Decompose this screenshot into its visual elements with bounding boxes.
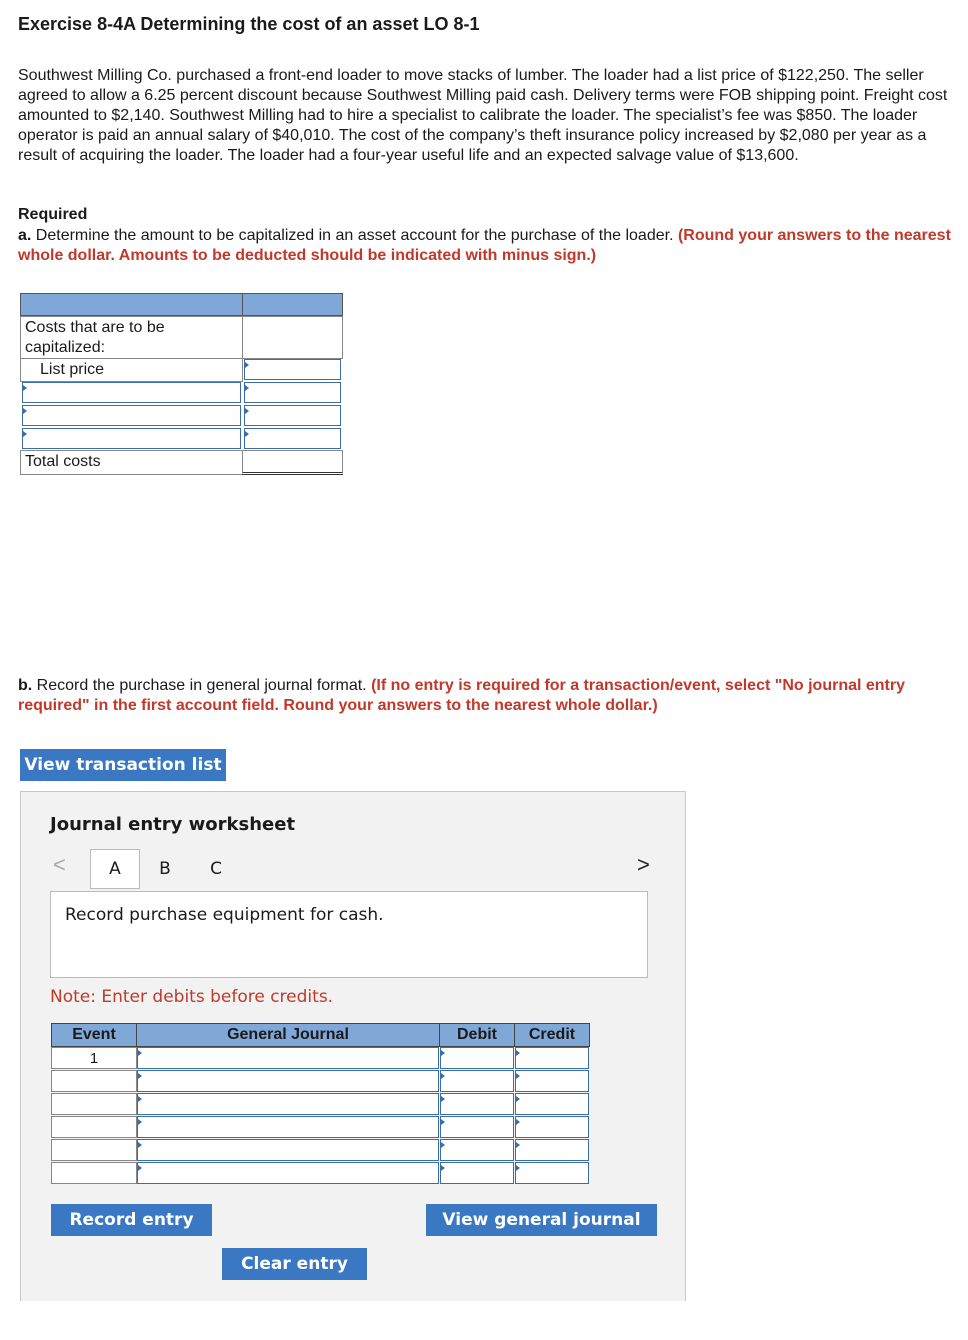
section-amount-cell (242, 316, 343, 359)
clear-entry-button[interactable]: Clear entry (222, 1248, 367, 1280)
part-b-instructions (18, 676, 953, 716)
part-a-letter: a. (18, 227, 32, 244)
debits-note: Note: Enter debits before credits. (50, 987, 334, 1007)
required-heading: Required (18, 206, 88, 223)
exercise-title: Exercise 8-4A Determining the cost of an asset LO 8-1 (18, 14, 480, 34)
part-a-text: Determine the amount to be capitalized in an asset account for the purchase of the loader. (31, 227, 678, 244)
total-costs-label: Total costs (20, 450, 243, 475)
record-entry-button[interactable]: Record entry (51, 1204, 212, 1236)
debit-input[interactable] (440, 1116, 514, 1138)
part-b-letter: b. (18, 677, 33, 694)
part-a-instructions (18, 226, 953, 266)
cost-item-2-amount-input[interactable] (244, 382, 341, 403)
cost-item-3-amount-input[interactable] (244, 428, 341, 449)
part-b-instruction: (If no entry is required for a transaction/event, select "No journal entry required" in the first account field. Round your answers to the nearest whole dollar.) (18, 677, 906, 714)
chevron-left-icon[interactable]: < (53, 852, 66, 877)
list-price-input[interactable] (244, 359, 341, 380)
account-input[interactable] (137, 1047, 439, 1069)
event-cell (51, 1116, 137, 1138)
table-header-label (20, 293, 243, 316)
event-cell (51, 1139, 137, 1161)
credit-input[interactable] (515, 1116, 589, 1138)
tab-c[interactable]: C (210, 859, 222, 879)
column-header-credit: Credit (514, 1023, 590, 1047)
part-b-text: Record the purchase in general journal format. (32, 677, 372, 694)
cost-item-1-amount-input[interactable] (244, 405, 341, 426)
event-cell (51, 1162, 137, 1184)
cost-item-3-input[interactable] (22, 428, 241, 449)
transaction-description: Record purchase equipment for cash. (50, 891, 648, 978)
list-price-label: List price (20, 358, 243, 382)
debit-input[interactable] (440, 1162, 514, 1184)
column-header-debit: Debit (439, 1023, 515, 1047)
cost-item-2-input[interactable] (22, 405, 241, 426)
capitalized-costs-table (20, 293, 343, 475)
credit-input[interactable] (515, 1139, 589, 1161)
credit-input[interactable] (515, 1093, 589, 1115)
column-header-event: Event (51, 1023, 137, 1047)
credit-input[interactable] (515, 1070, 589, 1092)
account-input[interactable] (137, 1162, 439, 1184)
view-transaction-list-button[interactable]: View transaction list (20, 749, 226, 781)
chevron-right-icon[interactable]: > (637, 852, 650, 877)
tab-b[interactable]: B (159, 859, 171, 879)
cost-item-1-input[interactable] (22, 382, 241, 403)
problem-text: Southwest Milling Co. purchased a front-end loader to move stacks of lumber. The loader had a list price of $122,250. The seller agreed to allow a 6.25 percent discount because Southwest Milling paid cash. Delivery terms were FOB shipping point. Freight cost amounted to $2,140. Southwest Milling had to hire a specialist to calibrate the loader. The specialist’s fee was $850. The loader operator is paid an annual salary of $40,010. The cost of the company’s theft insurance policy increased by $2,080 per year as a result of acquiring the loader. The loader had a four-year useful life and an expected salvage value of $13,600. (18, 67, 948, 164)
debit-input[interactable] (440, 1070, 514, 1092)
credit-input[interactable] (515, 1047, 589, 1069)
account-input[interactable] (137, 1116, 439, 1138)
account-input[interactable] (137, 1070, 439, 1092)
credit-input[interactable] (515, 1162, 589, 1184)
event-cell (51, 1093, 137, 1115)
part-a-instruction: (Round your answers to the nearest whole dollar. Amounts to be deducted should be indicated with minus sign.) (18, 227, 951, 264)
journal-entry-worksheet (20, 791, 686, 1301)
debit-input[interactable] (440, 1047, 514, 1069)
costs-section-label: Costs that are to be capitalized: (20, 316, 243, 359)
total-costs-value[interactable] (242, 450, 343, 475)
account-input[interactable] (137, 1139, 439, 1161)
debit-input[interactable] (440, 1139, 514, 1161)
event-cell: 1 (51, 1047, 137, 1069)
table-header-amount (242, 293, 343, 316)
debit-input[interactable] (440, 1093, 514, 1115)
account-input[interactable] (137, 1093, 439, 1115)
journal-table (51, 1023, 590, 1187)
view-general-journal-button[interactable]: View general journal (426, 1204, 657, 1236)
tab-a[interactable]: A (90, 849, 140, 889)
event-cell (51, 1070, 137, 1092)
worksheet-title: Journal entry worksheet (50, 814, 296, 835)
column-header-general-journal: General Journal (136, 1023, 440, 1047)
